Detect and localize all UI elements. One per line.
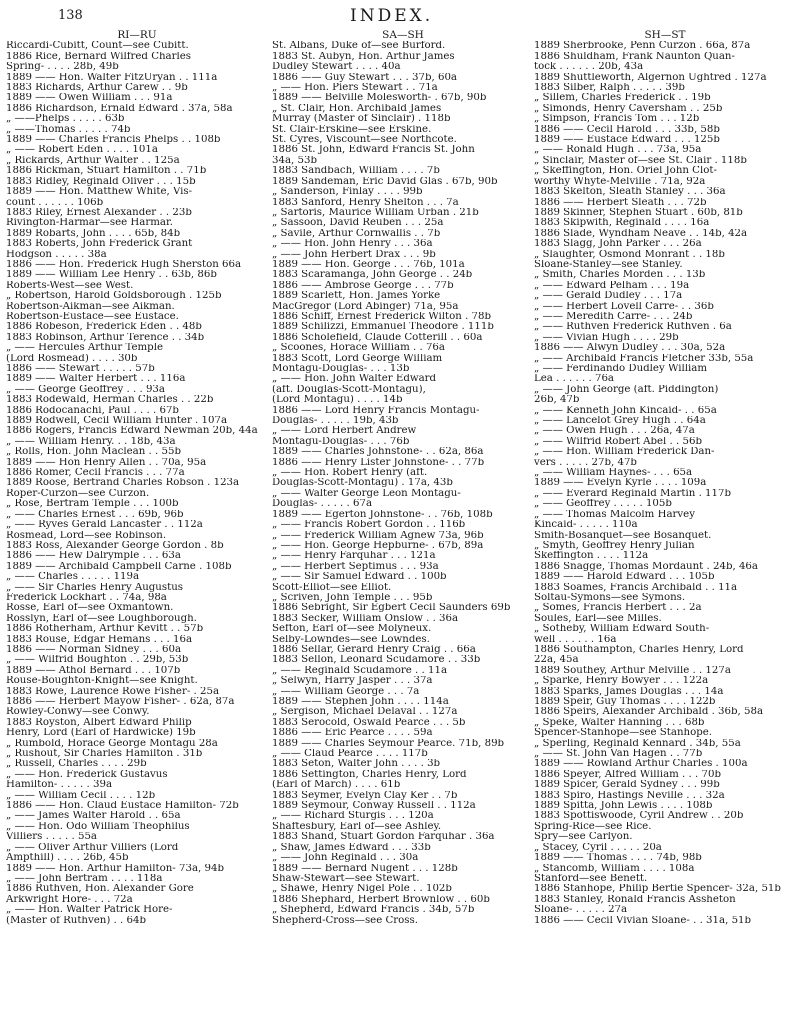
index-entry: 1886 Schiff, Ernest Frederick Wilton . 78b [272,311,492,322]
index-entry: 1886 —— Norman Sidney . . . 60a [6,644,182,655]
index-entry: Shaftesbury, Earl of—see Ashley. [272,821,442,832]
index-entry: 1889 Shuttleworth, Algernon Ughtred . 127a [534,72,767,83]
index-entry: 1889 Speir, Guy Thomas . . . . 122b [534,697,716,707]
index-entry: Rosse, Earl of—see Oxmantown. [6,603,174,614]
index-entry: 1886 Snagge, Thomas Mordaunt . 24b, 46a [534,561,758,572]
index-entry: MacGregor (Lord Abinger) 71a, 95a [272,301,459,312]
index-entry: 1886 —— Hon. Frederick Hugh Sherston 66a [6,259,242,270]
index-entry: „ Stacey, Cyril . . . . . 20a [534,842,662,853]
index-entry: 1883 Spottiswoode, Cyril Andrew . . 20b [534,811,744,822]
column-heading: SH—ST [644,29,686,41]
index-entry: 1886 Richardson, Ernald Edward . 37a, 58a [6,103,233,114]
index-entry: 1883 St. Aubyn, Hon. Arthur James [272,51,455,62]
index-entry: 1889 —— Charles Francis Phelps . . 108b [6,135,221,146]
index-entry: 1883 Rowe, Laurence Rowe Fisher- . 25a [6,686,220,697]
index-entry: 1883 Sellon, Leonard Scudamore . . 33b [272,655,481,666]
index-entry: 1883 Seymer, Evelyn Clay Ker . . 7b [272,790,458,801]
index-entry: 1883 Ridley, Reginald Oliver . . . 15b [6,176,196,187]
index-entry: Frederick Lockhart . . 74a, 98a [6,592,167,603]
index-entry: tock . . . . . . 20b, 43a [534,62,644,73]
index-entry: „ Shawe, Henry Nigel Pole . . 102b [272,884,452,895]
index-entry: „ —— Ruthven Frederick Ruthven . 6a [534,322,732,333]
index-entry: 1889 —— William Lee Henry . . 63b, 86b [6,270,217,281]
index-entry: Rosslyn, Earl of—see Loughborough. [6,613,197,624]
index-entry: 1883 Secker, William Onslow . . 36a [272,613,459,624]
index-entry: „ —— John Reginald . . . 30a [272,853,419,864]
index-entry: „ Scoones, Horace William . . 76a [272,343,445,354]
index-entry: 1886 Rodocanachi, Paul . . . . 67b [6,405,179,416]
index-entry: 1886 Speyer, Alfred William . . . 70b [534,769,721,780]
index-entry: Douglas- . . . . . 67a [272,499,373,510]
index-entry: 1883 Roberts, John Frederick Grant [6,239,193,250]
index-entry: „ —— Edward Pelham . . . 19a [534,280,690,291]
index-entry: „ —— William Haynes- . . . 65a [534,468,693,479]
index-entry: „ Shaw, James Edward . . . 33b [272,842,431,853]
index-entry: Robertson-Aikman—see Aikman. [6,301,175,312]
index-entry: 1886 Rickman, Stuart Hamilton . . 71b [6,166,207,177]
index-entry: „ —— Ferdinando Dudley William [534,364,707,374]
index-entry: 1883 Serocold, Oswald Pearce . . . 5b [272,717,466,728]
index-entry: 22a, 45a [534,655,579,666]
index-entry: 1886 Speirs, Alexander Archibald . 36b, 58a [534,707,764,718]
index-entry: „ —— Vivian Hugh . . . . 29b [534,332,679,343]
index-entry: Roberts-West—see West. [6,280,134,291]
index-entry: „ Sillem, Charles Frederick . . 19b [534,93,711,104]
index-entry: „ —— St. John Van Hagen . . 77b [534,749,703,760]
index-entry: „ —— Hercules Arthur Temple [6,343,163,354]
index-entry: 1889 —— Harold Edward . . . 105b [534,572,715,583]
index-entry: „ Skeffington, Hon. Oriel John Clot- [534,166,717,177]
index-entry: 1886 Shephard, Herbert Brownlow . . 60b [272,894,490,905]
index-entry: Scott-Elliot—see Elliot. [272,582,392,593]
index-entry: 1889 —— Hon. Matthew White, Vis- [6,187,193,198]
index-entry: 1883 Shand, Stuart Gordon Farquhar . 36a [272,832,495,843]
index-entry: (Lord Montagu) . . . . 14b [272,395,403,406]
index-entry: „ —— Frederick William Agnew 73a, 96b [272,530,484,541]
index-entry: (Earl of March) . . . . 61b [272,780,401,791]
index-entry: „ —— John George (aft. Piddington) [534,384,719,395]
index-entry: 1886 Ruthven, Hon. Alexander Gore [6,884,194,895]
index-entry: 1886 Scholefield, Claude Cotterill . . 60a [272,332,483,343]
index-entry: „ —— Thomas Malcolm Harvey [534,509,695,520]
index-entry: „ —— Herbert Septimus . . . 93a [272,561,439,572]
index-entry: 1889 —— Hon. Walter FitzUryan . . 111a [6,72,218,83]
index-entry: Selby-Lowndes—see Lowndes. [272,634,430,645]
index-entry: 1886 —— Cecil Vivian Sloane- . . 31a, 51b [534,915,752,926]
index-entry: „ —— Francis Robert Gordon . . 116b [272,520,466,531]
index-entry: „ —— Hon. John Walter Edward [272,374,437,385]
index-entry: worthy Whyte-Melville . 71a, 92a [534,176,706,187]
index-entry: (Master of Ruthven) . . 64b [6,915,146,926]
index-entry: „ —— Walter George Leon Montagu- [272,488,461,499]
index-entry: „ Slaughter, Osmond Monrant . . 18b [534,249,725,260]
index-entry: „ Rickards, Arthur Walter . . 125a [6,155,180,166]
index-entry: 1883 Seton, Walter John . . . . 3b [272,759,441,770]
index-entry: 1889 —— Owen William . . . 91a [6,93,173,104]
index-entry: 1886 —— Herbert Sleath . . . 72b [534,197,707,208]
index-entry: 1889 —— Walter Herbert . . . 116a [6,374,186,385]
index-entry: 1886 —— Hew Dalrymple . . . 63a [6,551,181,562]
index-entry: vers . . . . . 27b, 47b [534,457,637,468]
index-entry: 1886 Romer, Cecil Francis . . . 77a [6,468,185,479]
index-entry: „ Rushout, Sir Charles Hamilton . 31b [6,749,203,760]
index-entry: „ Sparke, Henry Bowyer . . . 122a [534,676,709,687]
index-entry: „ —— Hon. George Hepburne- . 67b, 89a [272,540,484,551]
index-entry: 1889 —— Evelyn Kyrle . . . . 109a [534,478,707,489]
index-entry: (Lord Rosmead) . . . . 30b [6,353,138,364]
index-entry: „ —— Charles . . . . . 119a [6,572,140,583]
index-entry: 1889 Roose, Bertrand Charles Robson . 123a [6,478,240,489]
index-entry: St. Albans, Duke of—see Burford. [272,41,446,52]
index-entry: 1889 —— Athol Bernard . . . 107b [6,665,181,676]
index-entry: „ —— Hon. John Henry . . . 36a [272,239,433,250]
index-entry: „ —— Geoffrey . . . . . 105b [534,499,672,510]
index-entry: „ St. Clair, Hon. Archibald James [272,103,442,114]
index-entry: „ —— William George . . . 7a [272,686,420,697]
index-entry: 1889 —— Charles Johnstone- . . 62a, 86a [272,447,484,458]
index-entry: Soltau-Symons—see Symons. [534,592,686,603]
index-entry: „ Selwyn, Harry Jasper . . . 37a [272,676,433,687]
index-entry: „ Simpson, Francis Tom . . . 12b [534,114,700,125]
index-entry: 1883 Royston, Albert Edward Philip [6,717,192,728]
index-entry: 1883 Sandbach, William . . . . 7b [272,166,440,177]
index-entry: 1886 Stanhope, Philip Bertie Spencer- 32a, 51b [534,884,781,895]
index-entry: „ Sassoon, David Reuben . . . 25a [272,218,444,229]
index-entry: Montagu-Douglas- . . . 13b [272,364,410,374]
index-entry: „ —— Meredith Carre- . . . 24b [534,311,693,322]
index-entry: 1886 —— Stewart . . . . . 57b [6,364,155,374]
index-entry: 1889 Skinner, Stephen Stuart . 60b, 81b [534,207,743,218]
index-entry: Spry—see Carlyon. [534,832,633,843]
index-entry: Spring- . . . . 28b, 49b [6,62,119,73]
index-entry: 1886 —— Eric Pearce . . . . 59a [272,728,433,739]
index-entry: 1889 Seymour, Conway Russell . . 112a [272,801,476,812]
index-entry: Sloane- . . . . . 27a [534,905,628,916]
index-entry: 1886 Slade, Wyndham Neave . . 14b, 42a [534,228,748,239]
index-entry: „ ——Phelps . . . . . 63b [6,114,125,125]
column-heading: RI—RU [117,29,157,41]
index-entry: 1889 —— Thomas . . . . 74b, 98b [534,853,702,864]
index-entry: „ ——Thomas . . . . . 74b [6,124,131,135]
index-entry: 1889 Robarts, John . . . . 65b, 84b [6,228,181,239]
index-entry: St. Clair-Erskine—see Erskine. [272,124,432,135]
index-entry: 1883 Scaramanga, John George . . 24b [272,270,473,281]
index-entry: Arkwright Hore- . . . 72a [6,894,133,905]
index-entry: Riccardi-Cubitt, Count—see Cubitt. [6,41,189,52]
index-entry: „ —— Lancelot Grey Hugh . . 64a [534,416,706,427]
index-entry: 34a, 53b [272,155,317,166]
index-entry: „ Sanderson, Finlay . . . . 99b [272,187,423,198]
index-entry: 1889 —— Eustace Edward . . . 125b [534,135,720,146]
index-entry: „ Sinclair, Master of—see St. Clair . 118b [534,155,747,166]
page-title: INDEX. [350,6,434,26]
index-entry: 1889 Schilizzi, Emmanuel Theodore . 111b [272,322,494,333]
index-column-sa-sh [272,30,534,926]
index-entry: Rosmead, Lord—see Robinson. [6,530,167,541]
index-entry: „ —— Oliver Arthur Villiers (Lord [6,842,179,853]
index-entry: 1886 Sebright, Sir Egbert Cecil Saunders 69b [272,603,511,614]
index-entry: Rouse-Boughton-Knight—see Knight. [6,676,198,687]
index-entry: Roper-Curzon—see Curzon. [6,488,150,499]
index-entry: 1886 Settington, Charles Henry, Lord [272,769,467,780]
index-entry: well . . . . . . 16a [534,634,617,645]
index-entry: 1889 Scarlett, Hon. James Yorke [272,291,441,302]
index-entry: 1883 Sparks, James Douglas . . . 14a [534,686,724,697]
index-entry: 1883 Rouse, Edgar Hemans . . . 16a [6,634,193,645]
index-entry: „ Smith, Charles Morden . . . 13b [534,270,706,281]
index-entry: „ —— Ronald Hugh . . . 73a, 95a [534,145,702,156]
index-entry: count . . . . . . 106b [6,197,104,208]
index-entry: „ —— Claud Pearce . . . . 117b [272,749,428,760]
index-entry: „ —— Hon. Frederick Gustavus [6,769,168,780]
index-entry: 1883 Richards, Arthur Carew . . 9b [6,83,188,94]
index-entry: 1883 Soames, Francis Archibald . . 11a [534,582,738,593]
index-entry: 1886 —— Herbert Mayow Fisher- . 62a, 87a [6,697,235,707]
page-number: 138 [58,8,83,23]
index-entry: Soules, Earl—see Milles. [534,613,662,624]
index-entry: „ Sperling, Reginald Kennard . 34b, 55a [534,738,741,749]
index-entry: St. Cyres, Viscount—see Northcote. [272,135,457,146]
index-entry: Sloane-Stanley—see Stanley. [534,259,683,270]
index-entry: 1889 Spicer, Gerald Sydney . . . 99b [534,780,720,791]
index-entry: Sefton, Earl of—see Molyneux. [272,624,432,635]
index-entry: 26b, 47b [534,395,580,406]
index-entry: Kincaid- . . . . . 110a [534,520,638,531]
index-entry: 1886 Southampton, Charles Henry, Lord [534,644,744,655]
index-entry: Stanford—see Benett. [534,873,648,884]
index-entry: 1886 —— Hon. Claud Eustace Hamilton- 72b [6,801,239,812]
index-entry: „ —— Archibald Francis Fletcher 33b, 55a [534,353,754,364]
index-entry: „ —— Lord Herbert Andrew [272,426,417,437]
index-entry: „ —— Sir Charles Henry Augustus [6,582,183,593]
index-entry: „ Shepherd, Edward Francis . 34b, 57b [272,905,475,916]
index-entry: 1889 Spitta, John Lewis . . . . 108b [534,801,713,812]
index-entry: Spring-Rice—see Rice. [534,821,652,832]
index-entry: 1889 —— Stephen John . . . . 114a [272,697,449,707]
index-entry: 1886 Rogers, Francis Edward Newman 20b, 44a [6,426,258,437]
index-entry: 1889 Rodwell, Cecil William Hunter . 107a [6,416,228,427]
index-entry: Hamilton- . . . . . 39a [6,780,113,791]
index-entry: 1883 Spiro, Hastings Neville . . . 32a [534,790,725,801]
index-entry: „ —— John Herbert Drax . . . 9b [272,249,436,260]
index-entry: „ Rolls, Hon. John Maclean . . 55b [6,447,181,458]
index-entry: „ Scriven, John Temple . . . 95b [272,592,433,603]
index-entry: Hodgson . . . . . 38a [6,249,107,260]
index-entry: „ Somes, Francis Herbert . . . 2a [534,603,702,614]
index-entry: „ —— James Walter Harold . . 65a [6,811,181,822]
index-entry: „ —— Hon. Piers Stewart . . 71a [272,83,438,94]
index-entry: Dudley Stewart . . . . 40a [272,62,401,73]
index-entry: „ Sotheby, William Edward South- [534,624,710,635]
index-entry: „ Sergison, Michael Delaval . . 127a [272,707,458,718]
index-entry: 1883 Riley, Ernest Alexander . . 23b [6,207,192,218]
index-entry: Skeffington . . . . 112a [534,551,649,562]
index-entry: Smith-Bosanquet—see Bosanquet. [534,530,712,541]
index-entry: 1883 Scott, Lord George William [272,353,443,364]
index-entry: 1883 Slagg, John Parker . . . 26a [534,239,702,250]
index-entry: „ —— Henry Farquhar . . . 121a [272,551,436,562]
index-entry: 1889 —— Hon. George . . . 76b, 101a [272,259,465,270]
column-heading: SA—SH [382,29,424,41]
index-entry: „ —— Hon. William Frederick Dan- [534,447,715,458]
index-entry: 1886 —— Henry Lister Johnstone- . . 77b [272,457,485,468]
index-entry: 1883 Ross, Alexander George Gordon . 8b [6,540,224,551]
index-entry: „ —— Gerald Dudley . . . 17a [534,291,683,302]
index-entry: „ —— Owen Hugh . . . 26a, 47a [534,426,695,437]
index-entry: „ Stancomb, William . . . . 108a [534,863,695,874]
index-entry: „ Smyth, Geoffrey Henry Julian [534,540,695,551]
index-entry: 1883 Sanford, Henry Shelton . . . 7a [272,197,459,208]
index-entry: 1889 —— Charles Seymour Pearce. 71b, 89b [272,738,505,749]
index-entry: 1886 Rice, Bernard Wilfred Charles [6,51,192,62]
index-entry: „ —— Charles Ernest . . . 69b, 96b [6,509,184,520]
index-entry: 1889 —— Bernard Nugent . . . 128b [272,863,458,874]
index-entry: „ —— George Geoffrey . . . 93a [6,384,165,395]
index-entry: (aft. Douglas-Scott-Montagu), [272,384,426,395]
index-entry: Montagu-Douglas- . . . 76b [272,436,410,447]
index-entry: 1889 Sandeman, Eric David Glas . 67b, 90b [272,176,498,187]
index-entry: „ —— Hon. Walter Patrick Hore- [6,905,173,916]
index-entry: „ Rose, Bertram Temple . . . 100b [6,499,179,510]
index-entry: Henry, Lord (Earl of Hardwicke) 19b [6,728,196,739]
index-entry: „ Rumbold, Horace George Montagu 28a [6,738,218,749]
index-entry: „ Speke, Walter Hanning . . . 68b [534,717,705,728]
index-entry: 1889 Sherbrooke, Penn Curzon . 66a, 87a [534,41,751,52]
index-entry: Rowley-Conwy—see Conwy. [6,707,150,718]
index-entry: „ —— John Bertram . . . . 118a [6,873,163,884]
index-entry: 1886 Shuldham, Frank Naunton Quan- [534,51,735,62]
index-entry: Rivington-Harmar—see Harmar. [6,218,173,229]
index-entry: „ —— Herbert Lovell Carre- . . 36b [534,301,714,312]
index-entry: „ —— Reginald Scudamore . . 11a [272,665,448,676]
index-entry: 1883 Skipwith, Reginald . . . . 16a [534,218,710,229]
index-entry: 1886 —— Lord Henry Francis Montagu- [272,405,480,416]
index-entry: 1886 St. John, Edward Francis St. John [272,145,475,156]
index-entry: „ —— Hon. Odo William Theophilus [6,821,190,832]
index-entry: „ —— Wilfrid Robert Abel . . 56b [534,436,702,447]
index-entry: „ Savile, Arthur Cornwallis . . 7b [272,228,441,239]
index-entry: 1889 —— Rowland Arthur Charles . 100a [534,759,748,770]
index-entry: 1886 Rotherham, Arthur Kevitt . . 57b [6,624,204,635]
index-entry: „ Russell, Charles . . . . 29b [6,759,147,770]
index-entry: Ampthill) . . . . 26b, 45b [6,853,129,864]
index-entry: Murray (Master of Sinclair) . 118b [272,114,451,125]
index-column-sh-st [534,30,796,926]
index-entry: 1886 —— Cecil Harold . . . 33b, 58b [534,124,720,135]
index-entry: Spencer-Stanhope—see Stanhope. [534,728,712,739]
index-entry: „ Sartoris, Maurice William Urban . 21b [272,207,479,218]
index-entry: 1883 Stanley, Ronald Francis Assheton [534,894,736,905]
index-entry: Shaw-Stewart—see Stewart. [272,873,420,884]
index-entry: Robertson-Eustace—see Eustace. [6,311,179,322]
index-entry: Douglas-Scott-Montagu) . 17a, 43b [272,478,453,489]
index-entry: „ —— William Cecil . . . . 12b [6,790,156,801]
index-entry: „ —— Everard Reginald Martin . 117b [534,488,732,499]
index-entry: „ Simonds, Henry Caversham . . 25b [534,103,723,114]
index-entry: 1886 —— Alwyn Dudley . . . 30a, 52a [534,343,726,354]
index-entry: 1889 —— Hon Henry Allen . . 70a, 95a [6,457,207,468]
index-entry: 1883 Robinson, Arthur Terence . . 34b [6,332,205,343]
index-entry: „ —— William Henry. . . 18b, 43a [6,436,176,447]
index-entry: 1883 Rodewald, Herman Charles . . 22b [6,395,214,406]
index-entry: 1886 Sellar, Gerard Henry Craig . . 66a [272,644,476,655]
index-entry: „ —— Robert Eden . . . . 101a [6,145,158,156]
index-entry: 1886 —— Guy Stewart . . . 37b, 60a [272,72,457,83]
index-entry: „ Robertson, Harold Goldsborough . 125b [6,291,222,302]
index-entry: Douglas- . . . . . 19b, 43b [272,416,399,427]
index-entry: 1886 —— Ambrose George . . . 77b [272,280,454,291]
index-entry: Shepherd-Cross—see Cross. [272,915,418,926]
index-entry: 1889 —— Hon. Arthur Hamilton- 73a, 94b [6,863,224,874]
index-entry: 1883 Skelton, Sleath Stanley . . . 36a [534,187,726,198]
index-entry: 1889 —— Egerton Johnstone- . . 76b, 108b [272,509,493,520]
index-entry: 1886 Robeson, Frederick Eden . . 48b [6,322,202,333]
index-entry: „ —— Hon. Robert Henry (aft. [272,468,428,479]
index-entry: Lea . . . . . . 76a [534,374,615,385]
index-entry: „ —— Ryves Gerald Lancaster . . 112a [6,520,203,531]
index-entry: 1889 —— Belville Molesworth- . 67b, 90b [272,93,487,104]
index-entry: 1889 —— Archibald Campbell Carne . 108b [6,561,232,572]
index-entry: Villiers . . . . . 55a [6,832,97,843]
index-column-ri-ru [6,30,268,926]
index-entry: „ —— Sir Samuel Edward . . 100b [272,572,447,583]
index-entry: „ —— Wilfrid Boughton . . 29b, 53b [6,655,189,666]
index-entry: „ —— Kenneth John Kincaid- . . 65a [534,405,717,416]
index-entry: „ —— Richard Sturgis . . . 120a [272,811,434,822]
index-entry: 1889 Southey, Arthur Melville . . 127a [534,665,731,676]
index-entry: 1883 Silber, Ralph . . . . . 39b [534,83,685,94]
